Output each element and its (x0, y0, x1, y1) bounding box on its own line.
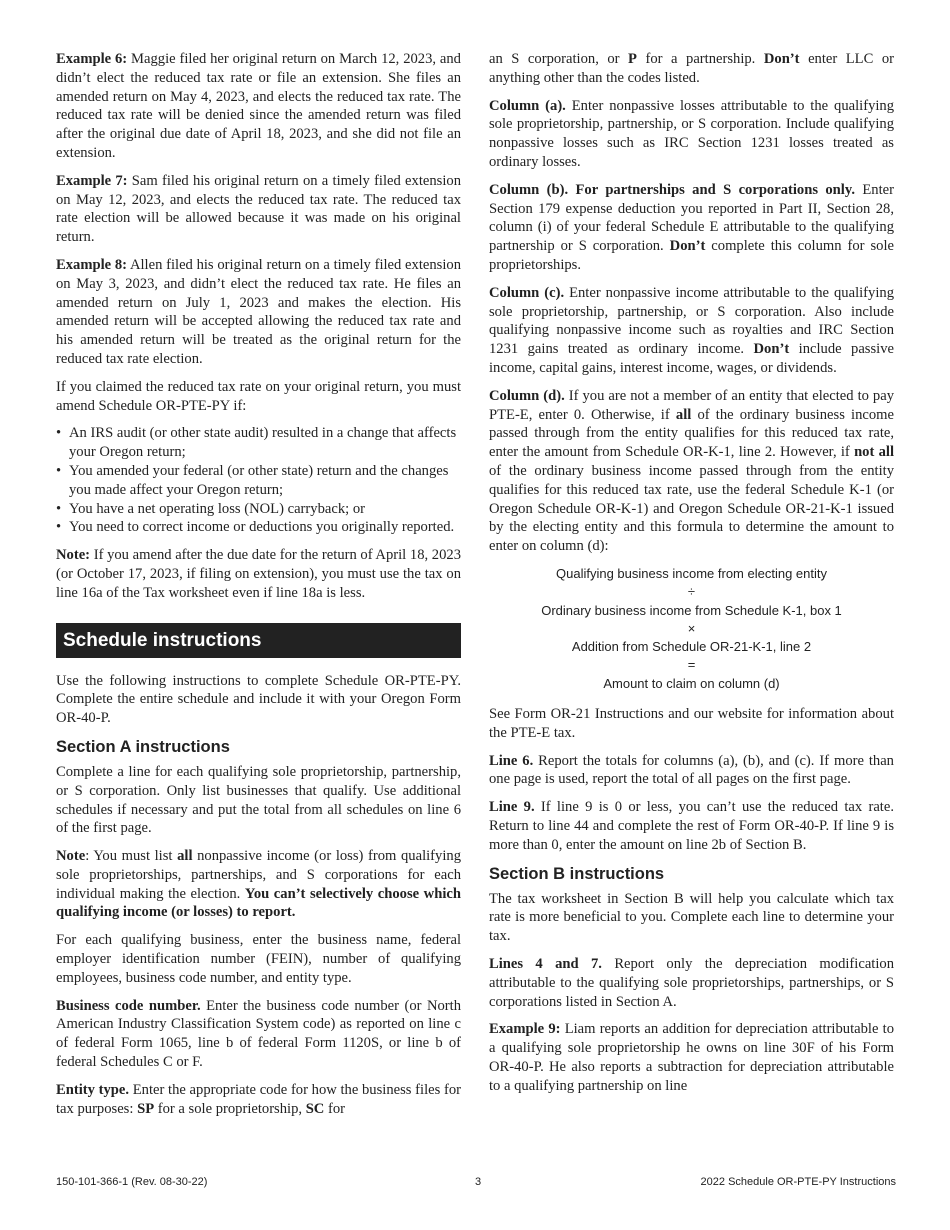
column-b: Column (b). For partnerships and S corporations only. Enter Section 179 expense deduction you reported in Part II, Section 28, column (i) of your federal Schedule E attributable to the qualifying partnership or S corporation. Don’t complete this column for sole proprietorships. (489, 181, 894, 273)
column-a: Column (a). Enter nonpassive losses attributable to the qualifying sole proprietorship, partnership, or S corporation. Include qualifying nonpassive losses such as IRC Section 1231 losses treated as ordinary losses. (489, 97, 895, 170)
example-9: Example 9: Liam reports an addition for depreciation attributable to a qualifying sole proprietorship he owns on line 30F of his Form OR-40-P. He also reports a subtraction for depreciation attributable to a qualifying partnership on line (489, 1021, 894, 1094)
entity-type-continued: an S corporation, or P for a partnership. Don’t enter LLC or anything other than the codes listed. (489, 51, 894, 86)
formula-line: Qualifying business income from electing entity (556, 565, 827, 581)
amend-conditions-list (56, 424, 461, 537)
section-banner: Schedule instructions (56, 623, 461, 658)
formula-line: Amount to claim on column (d) (603, 675, 780, 691)
section-b-paragraph: The tax worksheet in Section B will help you calculate which tax rate is more beneficial to you. Complete each line to determine your tax. (489, 890, 894, 945)
qualifying-business-paragraph: For each qualifying business, enter the business name, federal employer identification number (FEIN), number of qualifying employees, business code number, and entity type. (56, 932, 461, 986)
right-column (489, 50, 894, 1105)
example-6: Example 6: Maggie filed her original return on March 12, 2023, and didn’t elect the reduced tax rate or file an extension. She files an amended return on May 4, 2023, and elects the reduced tax rate. The reduced tax rate will be denied since the amended return was filed after the original due date of April 18, 2023, and she did not file an extension. (56, 51, 461, 161)
section-a-paragraph: Complete a line for each qualifying sole proprietorship, partnership, or S corporation. Only list businesses that qualify. Use additional schedules if necessary and put the total from all schedules on line 6 of the first page. (56, 763, 461, 837)
see-form-or21: See Form OR-21 Instructions and our website for information about the PTE-E tax. (489, 706, 894, 741)
example-7: Example 7: Sam filed his original return on a timely filed extension on May 12, 2023, and elects the reduced tax rate. The reduced tax rate election will be allowed because it was made on his original return. (56, 172, 461, 246)
list-item: • You have a net operating loss (NOL) carryback; or (56, 500, 461, 519)
entity-type: Entity type. Enter the appropriate code for how the business files for tax purposes: SP for a sole proprietorship, SC for (56, 1081, 462, 1117)
formula-operator: = (687, 657, 696, 673)
list-item: • You need to correct income or deductions you originally reported. (56, 518, 461, 537)
note-amend: Note: If you amend after the due date for the return of April 18, 2023 (or October 17, 2023, if filing on extension), you must use the tax on line 16a of the Tax worksheet even if line 18a is less. (56, 547, 461, 601)
lines-4-and-7: Lines 4 and 7. Report only the depreciation modification attributable to the qualifying sole proprietorships, partnerships, or S corporations listed in Section A. (489, 955, 894, 1010)
example-8: Example 8: Allen filed his original return on a timely filed extension on May 3, 2023, and didn’t elect the reduced tax rate. He files an amended return on July 1, 2023 and makes the election. His amended return will be accepted allowing the reduced tax rate and his amended return will be treated as the original return for the reduced tax rate election. (56, 256, 461, 367)
column-d: Column (d). If you are not a member of an entity that elected to pay PTE-E, enter 0. Otherwise, if all of the ordinary business income passed through from the entity qualifies for this reduced tax rate, enter the amount from Schedule OR-K-1, line 2. However, if not all of the ordinary business income passed through from the entity qualifies for this reduced tax rate, use the federal Schedule K-1 (or Oregon Schedule OR-K-1) and Oregon Schedule OR-21-K-1 issued by the electing entity and this formula to determine the amount to enter on column (d): (489, 387, 895, 555)
line-6: Line 6. Report the totals for columns (a), (b), and (c). If more than one page is used, report the total of all pages on the first page. (489, 752, 894, 788)
formula-operator: × (687, 620, 696, 636)
page-number: 3 (474, 1176, 482, 1188)
formula-operator: ÷ (687, 584, 696, 600)
formula-line: Ordinary business income from Schedule K-1, box 1 (541, 602, 842, 618)
section-a-note: Note: You must list all nonpassive income (or loss) from qualifying sole proprietorships, partnerships, and S corporations for each individual making the election. You can’t selectively choose which qualifying income (or losses) to report. (56, 848, 461, 921)
schedule-intro: Use the following instructions to complete Schedule OR-PTE-PY. Complete the entire schedule and include it with your Oregon Form OR-40-P. (56, 672, 461, 727)
form-number: 150-101-366-1 (Rev. 08-30-22) (56, 1176, 208, 1188)
column-d-formula (489, 565, 894, 693)
list-item: • You amended your federal (or other state) return and the changes you made affect your Oregon return; (56, 462, 461, 500)
list-item: • An IRS audit (or other state audit) resulted in a change that affects your Oregon return; (56, 424, 461, 462)
document-title: 2022 Schedule OR-PTE-PY Instructions (700, 1176, 896, 1188)
formula-line: Addition from Schedule OR-21-K-1, line 2 (571, 639, 812, 655)
line-9: Line 9. If line 9 is 0 or less, you can’t use the reduced tax rate. Return to line 44 and complete the rest of Form OR-40-P. If line 9 is more than 0, enter the amount on line 2b of Section B. (489, 799, 894, 853)
section-b-heading: Section B instructions (489, 864, 665, 883)
column-c: Column (c). Enter nonpassive income attributable to the qualifying sole proprietorship, partnership, or S corporation. Also include qualifying nonpassive income such as royalties and IRC Section 1231 gains treated as ordinary income. Don’t include passive income, capital gains, interest income, wages, or dividends. (489, 284, 894, 376)
section-a-heading: Section A instructions (56, 737, 230, 756)
left-column (56, 50, 461, 1127)
business-code-number: Business code number. Enter the business code number (or North American Industry Classification System code) as reported on line c of federal Form 1065, line b of federal Form 1120S, or line b of federal Schedules C or F. (56, 997, 461, 1071)
amend-intro: If you claimed the reduced tax rate on your original return, you must amend Schedule OR-PTE-PY if: (56, 378, 461, 414)
